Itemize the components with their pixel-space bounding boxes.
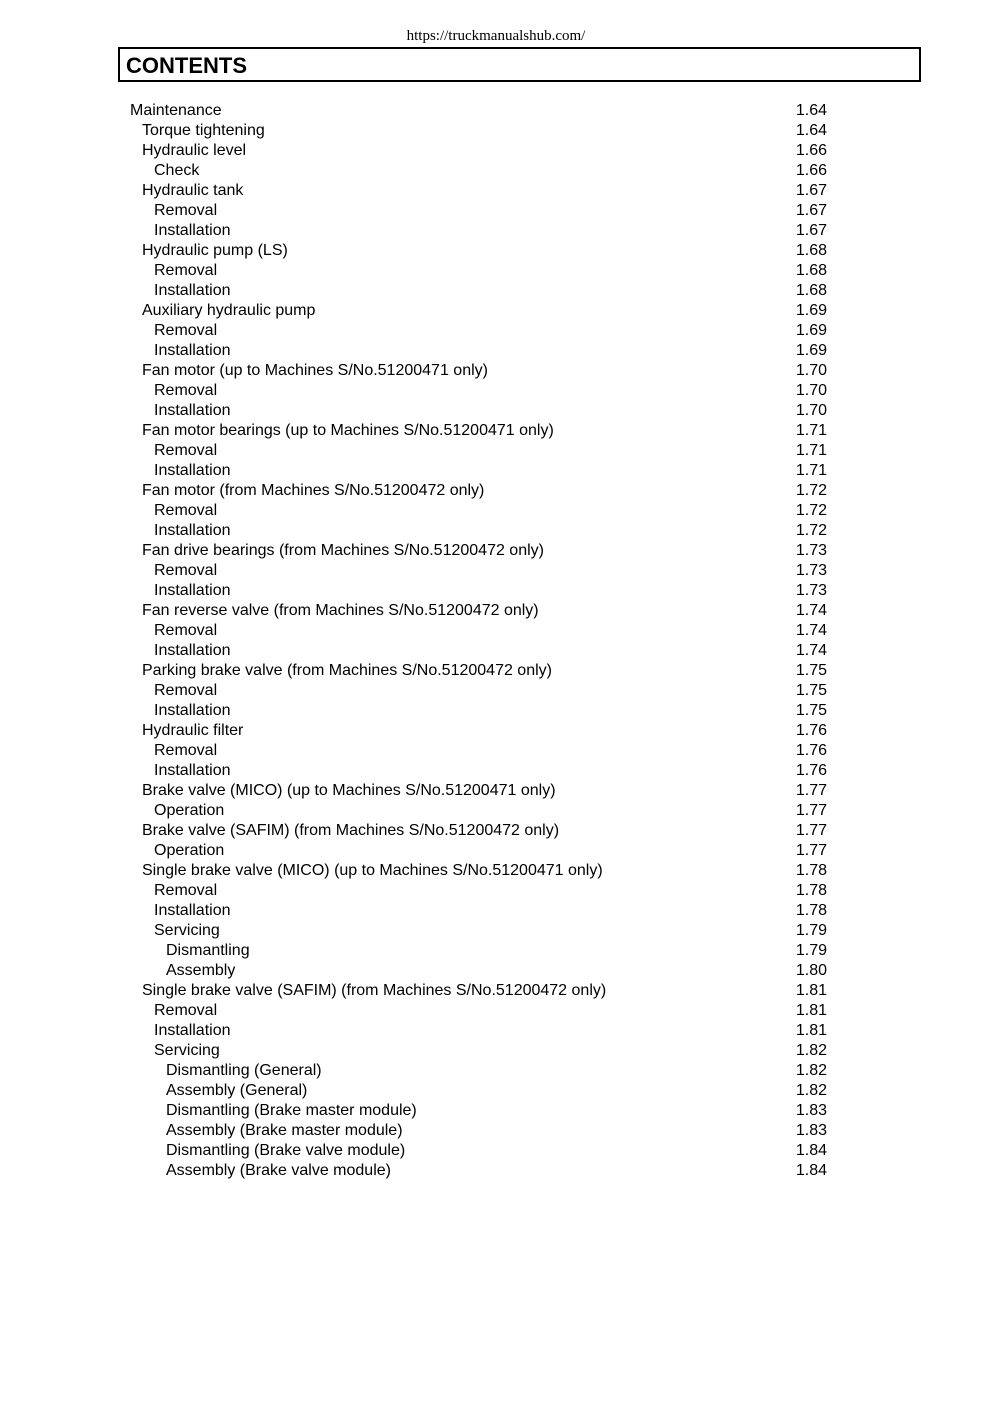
toc-entry-label: Removal bbox=[154, 742, 218, 759]
toc-entry[interactable] bbox=[0, 181, 992, 201]
toc-entry-label: Operation bbox=[154, 842, 225, 859]
toc-entry-page: 1.76 bbox=[795, 742, 827, 759]
toc-entry[interactable] bbox=[0, 261, 992, 281]
toc-entry-label: Servicing bbox=[154, 922, 220, 939]
toc-entry[interactable] bbox=[0, 1021, 992, 1041]
toc-entry[interactable] bbox=[0, 341, 992, 361]
toc-entry-page: 1.66 bbox=[795, 142, 827, 159]
toc-entry[interactable] bbox=[0, 661, 992, 681]
toc-entry[interactable] bbox=[0, 641, 992, 661]
toc-entry-page: 1.79 bbox=[795, 942, 827, 959]
toc-entry[interactable] bbox=[0, 621, 992, 641]
toc-entry-label: Removal bbox=[154, 1002, 218, 1019]
toc-entry-label: Servicing bbox=[154, 1042, 220, 1059]
toc-entry-page: 1.81 bbox=[795, 982, 827, 999]
toc-entry-label: Removal bbox=[154, 202, 218, 219]
toc-entry[interactable] bbox=[0, 961, 992, 981]
toc-entry-label: Installation bbox=[154, 762, 231, 779]
toc-entry[interactable] bbox=[0, 801, 992, 821]
toc-entry-page: 1.80 bbox=[795, 962, 827, 979]
toc-entry-label: Assembly (Brake master module) bbox=[166, 1122, 403, 1139]
toc-entry-label: Installation bbox=[154, 522, 231, 539]
toc-entry-label: Removal bbox=[154, 442, 218, 459]
toc-entry-page: 1.64 bbox=[795, 102, 827, 119]
toc-entry[interactable] bbox=[0, 1101, 992, 1121]
toc-entry[interactable] bbox=[0, 821, 992, 841]
toc-entry-page: 1.73 bbox=[795, 582, 827, 599]
page-title: CONTENTS bbox=[126, 53, 247, 78]
toc-entry-page: 1.84 bbox=[795, 1142, 827, 1159]
toc-entry-label: Brake valve (SAFIM) (from Machines S/No.51200472 only) bbox=[142, 822, 560, 839]
toc-entry-page: 1.82 bbox=[795, 1082, 827, 1099]
toc-entry-page: 1.81 bbox=[795, 1002, 827, 1019]
toc-entry-label: Fan reverse valve (from Machines S/No.51200472 only) bbox=[142, 602, 539, 619]
toc-entry-label: Installation bbox=[154, 342, 231, 359]
toc-entry-label: Hydraulic level bbox=[142, 142, 247, 159]
toc-entry-label: Fan motor (up to Machines S/No.51200471 only) bbox=[142, 362, 488, 379]
toc-entry-page: 1.75 bbox=[795, 702, 827, 719]
toc-entry-label: Fan drive bearings (from Machines S/No.51200472 only) bbox=[142, 542, 544, 559]
toc-entry-label: Assembly (General) bbox=[166, 1082, 308, 1099]
toc-entry-page: 1.77 bbox=[795, 842, 827, 859]
toc-entry-page: 1.78 bbox=[795, 882, 827, 899]
toc-entry-page: 1.81 bbox=[795, 1022, 827, 1039]
toc-entry[interactable] bbox=[0, 881, 992, 901]
toc-entry-page: 1.78 bbox=[795, 902, 827, 919]
toc-entry-label: Dismantling (General) bbox=[166, 1062, 322, 1079]
toc-entry-page: 1.67 bbox=[795, 202, 827, 219]
toc-entry[interactable] bbox=[0, 701, 992, 721]
toc-entry-label: Brake valve (MICO) (up to Machines S/No.51200471 only) bbox=[142, 782, 556, 799]
toc-entry[interactable] bbox=[0, 941, 992, 961]
toc-entry[interactable] bbox=[0, 361, 992, 381]
toc-entry[interactable] bbox=[0, 681, 992, 701]
toc-entry-page: 1.69 bbox=[795, 322, 827, 339]
toc-entry[interactable] bbox=[0, 301, 992, 321]
toc-entry-page: 1.66 bbox=[795, 162, 827, 179]
toc-entry-label: Single brake valve (SAFIM) (from Machines S/No.51200472 only) bbox=[142, 982, 607, 999]
toc-entry[interactable] bbox=[0, 901, 992, 921]
toc-entry[interactable] bbox=[0, 741, 992, 761]
toc-entry-label: Dismantling bbox=[166, 942, 250, 959]
toc-entry-label: Assembly (Brake valve module) bbox=[166, 1162, 391, 1179]
toc-entry[interactable] bbox=[0, 461, 992, 481]
toc-entry-label: Installation bbox=[154, 902, 231, 919]
toc-entry[interactable] bbox=[0, 441, 992, 461]
toc-entry-label: Installation bbox=[154, 642, 231, 659]
toc-entry-page: 1.84 bbox=[795, 1162, 827, 1179]
toc-entry[interactable] bbox=[0, 581, 992, 601]
toc-entry[interactable] bbox=[0, 501, 992, 521]
toc-entry[interactable] bbox=[0, 841, 992, 861]
toc-entry-page: 1.82 bbox=[795, 1062, 827, 1079]
toc-entry[interactable] bbox=[0, 1041, 992, 1061]
toc-entry-label: Fan motor (from Machines S/No.51200472 only) bbox=[142, 482, 485, 499]
toc-entry-label: Operation bbox=[154, 802, 225, 819]
toc-entry-label: Removal bbox=[154, 502, 218, 519]
toc-entry[interactable] bbox=[0, 1141, 992, 1161]
toc-entry-page: 1.68 bbox=[795, 242, 827, 259]
toc-entry-label: Assembly bbox=[166, 962, 236, 979]
toc-entry[interactable] bbox=[0, 921, 992, 941]
toc-entry-label: Installation bbox=[154, 702, 231, 719]
toc-entry-label: Dismantling (Brake master module) bbox=[166, 1102, 417, 1119]
toc-entry-page: 1.71 bbox=[795, 422, 827, 439]
toc-entry-page: 1.72 bbox=[795, 502, 827, 519]
toc-entry-page: 1.68 bbox=[795, 282, 827, 299]
toc-entry[interactable] bbox=[0, 1161, 992, 1181]
toc-entry-label: Maintenance bbox=[130, 102, 222, 119]
toc-entry-page: 1.82 bbox=[795, 1042, 827, 1059]
toc-entry[interactable] bbox=[0, 1061, 992, 1081]
toc-entry-page: 1.79 bbox=[795, 922, 827, 939]
toc-entry-label: Torque tightening bbox=[142, 122, 265, 139]
toc-entry[interactable] bbox=[0, 481, 992, 501]
toc-entry-page: 1.73 bbox=[795, 542, 827, 559]
toc-entry-page: 1.77 bbox=[795, 802, 827, 819]
toc-entry[interactable] bbox=[0, 561, 992, 581]
toc-entry-label: Dismantling (Brake valve module) bbox=[166, 1142, 406, 1159]
toc-entry-page: 1.69 bbox=[795, 302, 827, 319]
toc-entry-label: Single brake valve (MICO) (up to Machines S/No.51200471 only) bbox=[142, 862, 603, 879]
toc-entry[interactable] bbox=[0, 381, 992, 401]
toc-entry-label: Auxiliary hydraulic pump bbox=[142, 302, 316, 319]
toc-entry-label: Removal bbox=[154, 882, 218, 899]
toc-entry[interactable] bbox=[0, 541, 992, 561]
toc-entry-label: Removal bbox=[154, 262, 218, 279]
toc-entry-label: Removal bbox=[154, 382, 218, 399]
toc-entry-label: Installation bbox=[154, 582, 231, 599]
toc-entry-page: 1.74 bbox=[795, 622, 827, 639]
toc-entry[interactable] bbox=[0, 761, 992, 781]
toc-entry-label: Removal bbox=[154, 562, 218, 579]
toc-entry[interactable] bbox=[0, 421, 992, 441]
toc-entry-page: 1.78 bbox=[795, 862, 827, 879]
toc-entry-page: 1.64 bbox=[795, 122, 827, 139]
toc-entry[interactable] bbox=[0, 201, 992, 221]
toc-entry-label: Installation bbox=[154, 222, 231, 239]
toc-entry-label: Installation bbox=[154, 1022, 231, 1039]
toc-entry-page: 1.77 bbox=[795, 822, 827, 839]
toc-entry-label: Fan motor bearings (up to Machines S/No.51200471 only) bbox=[142, 422, 554, 439]
toc-entry-label: Check bbox=[154, 162, 200, 179]
toc-entry-label: Hydraulic tank bbox=[142, 182, 244, 199]
toc-entry-page: 1.72 bbox=[795, 522, 827, 539]
toc-entry[interactable] bbox=[0, 981, 992, 1001]
toc-entry[interactable] bbox=[0, 141, 992, 161]
toc-entry-page: 1.83 bbox=[795, 1102, 827, 1119]
toc-entry-page: 1.69 bbox=[795, 342, 827, 359]
contents-title-box bbox=[118, 47, 921, 82]
toc-entry-page: 1.75 bbox=[795, 682, 827, 699]
toc-entry[interactable] bbox=[0, 1001, 992, 1021]
toc-entry[interactable] bbox=[0, 861, 992, 881]
toc-entry[interactable] bbox=[0, 401, 992, 421]
toc-entry[interactable] bbox=[0, 221, 992, 241]
toc-entry-page: 1.67 bbox=[795, 182, 827, 199]
toc-entry[interactable] bbox=[0, 781, 992, 801]
toc-entry-label: Hydraulic filter bbox=[142, 722, 244, 739]
toc-entry[interactable] bbox=[0, 1121, 992, 1141]
toc-entry-page: 1.72 bbox=[795, 482, 827, 499]
toc-entry-page: 1.70 bbox=[795, 382, 827, 399]
toc-entry-page: 1.76 bbox=[795, 722, 827, 739]
table-of-contents bbox=[0, 101, 992, 1181]
toc-entry-label: Parking brake valve (from Machines S/No.51200472 only) bbox=[142, 662, 552, 679]
toc-entry-page: 1.76 bbox=[795, 762, 827, 779]
toc-entry-label: Hydraulic pump (LS) bbox=[142, 242, 288, 259]
toc-entry[interactable] bbox=[0, 521, 992, 541]
toc-entry-label: Removal bbox=[154, 622, 218, 639]
toc-entry-page: 1.83 bbox=[795, 1122, 827, 1139]
toc-entry-page: 1.74 bbox=[795, 602, 827, 619]
toc-entry-page: 1.77 bbox=[795, 782, 827, 799]
toc-entry-page: 1.70 bbox=[795, 362, 827, 379]
toc-entry[interactable] bbox=[0, 101, 992, 121]
toc-entry[interactable] bbox=[0, 161, 992, 181]
toc-entry-label: Installation bbox=[154, 462, 231, 479]
toc-entry-label: Installation bbox=[154, 402, 231, 419]
toc-entry[interactable] bbox=[0, 1081, 992, 1101]
toc-entry[interactable] bbox=[0, 601, 992, 621]
toc-entry[interactable] bbox=[0, 281, 992, 301]
toc-entry[interactable] bbox=[0, 121, 992, 141]
toc-entry-page: 1.73 bbox=[795, 562, 827, 579]
toc-entry-page: 1.71 bbox=[795, 462, 827, 479]
toc-entry-label: Installation bbox=[154, 282, 231, 299]
toc-entry-page: 1.68 bbox=[795, 262, 827, 279]
toc-entry[interactable] bbox=[0, 321, 992, 341]
source-url: https://truckmanualshub.com/ bbox=[406, 28, 586, 44]
toc-entry-page: 1.71 bbox=[795, 442, 827, 459]
toc-entry-label: Removal bbox=[154, 322, 218, 339]
toc-entry[interactable] bbox=[0, 721, 992, 741]
toc-entry[interactable] bbox=[0, 241, 992, 261]
toc-entry-page: 1.74 bbox=[795, 642, 827, 659]
toc-entry-page: 1.67 bbox=[795, 222, 827, 239]
toc-entry-label: Removal bbox=[154, 682, 218, 699]
toc-entry-page: 1.70 bbox=[795, 402, 827, 419]
toc-entry-page: 1.75 bbox=[795, 662, 827, 679]
